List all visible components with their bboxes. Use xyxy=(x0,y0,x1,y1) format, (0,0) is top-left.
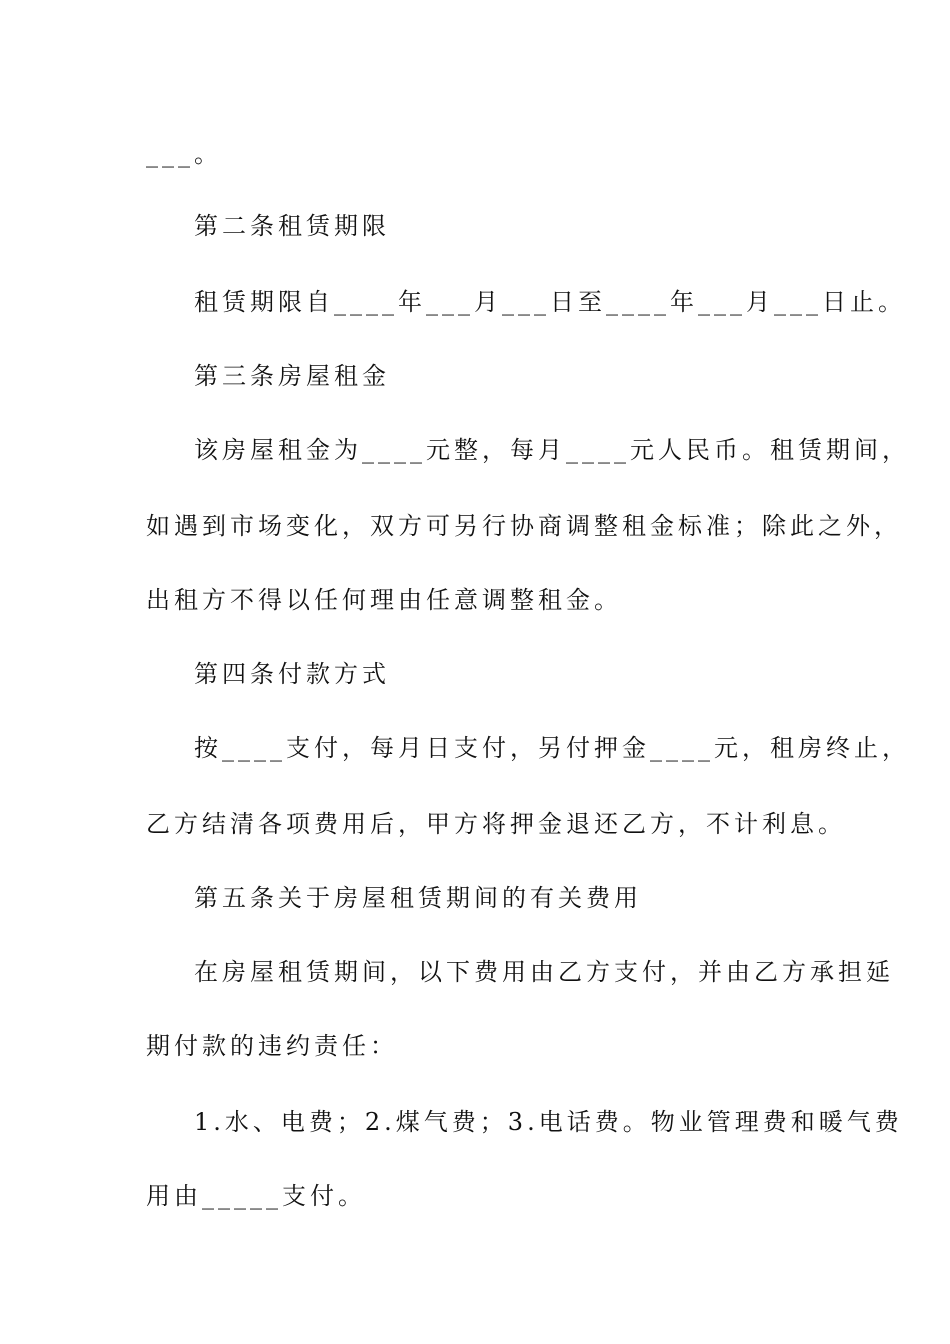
paragraph-line: 出租方不得以任何理由任意调整租金。 xyxy=(146,586,622,614)
paragraph-line: 乙方结清各项费用后，甲方将押金退还乙方，不计利息。 xyxy=(146,810,846,838)
paragraph-line: 租赁期限自____年___月___日至____年___月___日止。 xyxy=(194,288,906,316)
paragraph-line: 1.水、电费；2.煤气费；3.电话费。物业管理费和暖气费 xyxy=(194,1108,903,1136)
text-line-continuation: ___。 xyxy=(146,140,222,168)
paragraph-line: 用由_____支付。 xyxy=(146,1182,366,1210)
paragraph-line: 按____支付，每月日支付，另付押金____元，租房终止， xyxy=(194,734,910,762)
paragraph-line: 期付款的违约责任： xyxy=(146,1032,398,1060)
section-heading-payment: 第四条付款方式 xyxy=(194,660,390,688)
paragraph-line: 在房屋租赁期间，以下费用由乙方支付，并由乙方承担延 xyxy=(194,958,894,986)
section-heading-fees: 第五条关于房屋租赁期间的有关费用 xyxy=(194,884,642,912)
section-heading-rent: 第三条房屋租金 xyxy=(194,362,390,390)
paragraph-line: 该房屋租金为____元整，每月____元人民币。租赁期间， xyxy=(194,436,910,464)
section-heading-rental-term: 第二条租赁期限 xyxy=(194,212,390,240)
paragraph-line: 如遇到市场变化，双方可另行协商调整租金标准；除此之外， xyxy=(146,512,902,540)
